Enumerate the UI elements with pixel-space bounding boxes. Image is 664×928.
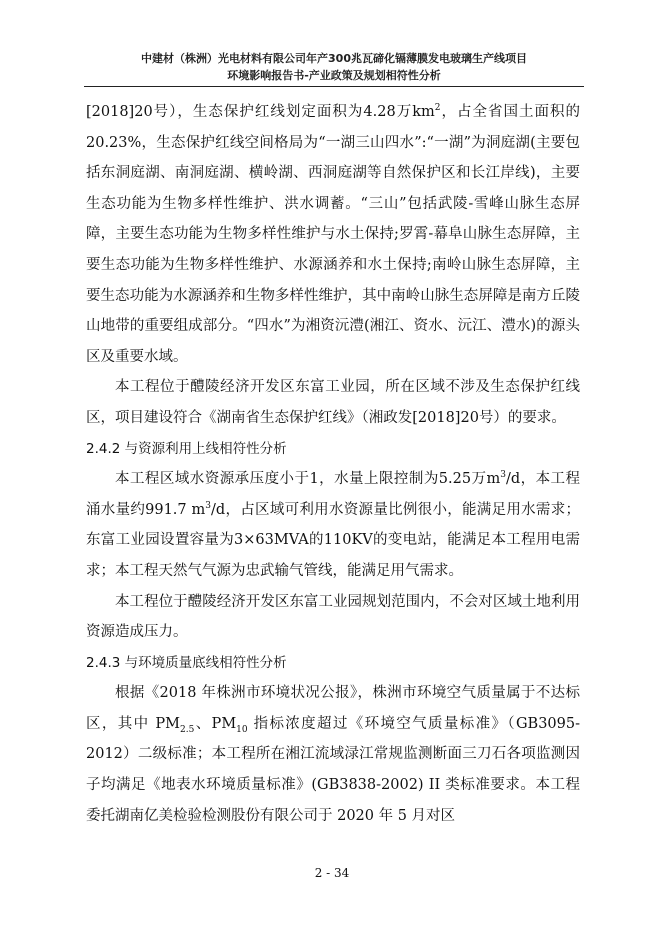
paragraph-land-use: 本工程位于醴陵经济开发区东富工业园规划范围内，不会对区域土地利用资源造成压力。 (86, 593, 580, 641)
header-divider (84, 86, 584, 87)
section-heading-2-4-2: 2.4.2 与资源利用上线相符性分析 (86, 440, 287, 457)
header-section-title: 环境影响报告书-产业政策及规划相符性分析 (227, 69, 441, 82)
section-heading-2-4-3: 2.4.3 与环境质量底线相符性分析 (86, 654, 287, 671)
paragraph-resource-use: 本工程区域水资源承压度小于1，水量上限控制为5.25万$m^3/d$，本工程涌水量约991.7 $m^3/d$，占区域可利用水资源量比例很小，能满足用水需求；东富工业园设置容量为3×63MVA的110KV的变电站，能满足本工程用电需求；本工程天然气气源为忠武输气管线，能满足用气需求。 (86, 470, 580, 579)
paragraph-project-location: 本工程位于醴陵经济开发区东富工业园，所在区域不涉及生态保护红线区，项目建设符合《湖南省生态保护红线》（湘政发[2018]20号）的要求。 (86, 379, 580, 426)
header-project-title: 中建材（株洲）光电材料有限公司年产300兆瓦碲化镉薄膜发电玻璃生产线项目 (141, 52, 527, 65)
paragraph-environmental-quality: 根据《2018 年株洲市环境状况公报》，株洲市环境空气质量属于不达标区，其中 $PM_{2.5}$、$PM_{10}$ 指标浓度超过《环境空气质量标准》（GB3095-2012）二级标准；本工程所在湘江流域渌江常规监测断面三刀石各项监测因子均满足《地表水环境质量标准》(GB3838-2002) II 类标准要求。本工程委托湖南亿美检验检测股份有限公司于 2020 年 5 月对区 (86, 685, 580, 824)
page-header (84, 50, 584, 84)
document-body (86, 97, 580, 831)
page-number: 2 - 34 (314, 866, 350, 880)
paragraph-ecological-redline: [2018]20号），生态保护红线划定面积为4.28万$km^2$，占全省国土面积的20.23%，生态保护红线空间格局为“一湖三山四水”:“一湖”为洞庭湖(主要包括东洞庭湖、南洞庭湖、横岭湖、西洞庭湖等自然保护区和长江岸线)，主要生态功能为生物多样性维护、洪水调蓄。“三山”包括武陵-雪峰山脉生态屏障，主要生态功能为生物多样性维护与水土保持;罗霄-幕阜山脉生态屏障，主要生态功能为生物多样性维护、水源涵养和水土保持;南岭山脉生态屏障，主要生态功能为水源涵养和生物多样性维护，其中南岭山脉生态屏障是南方丘陵山地带的重要组成部分。“四水”为湘资沅澧(湘江、资水、沅江、澧水)的源头区及重要水域。 (86, 103, 580, 365)
